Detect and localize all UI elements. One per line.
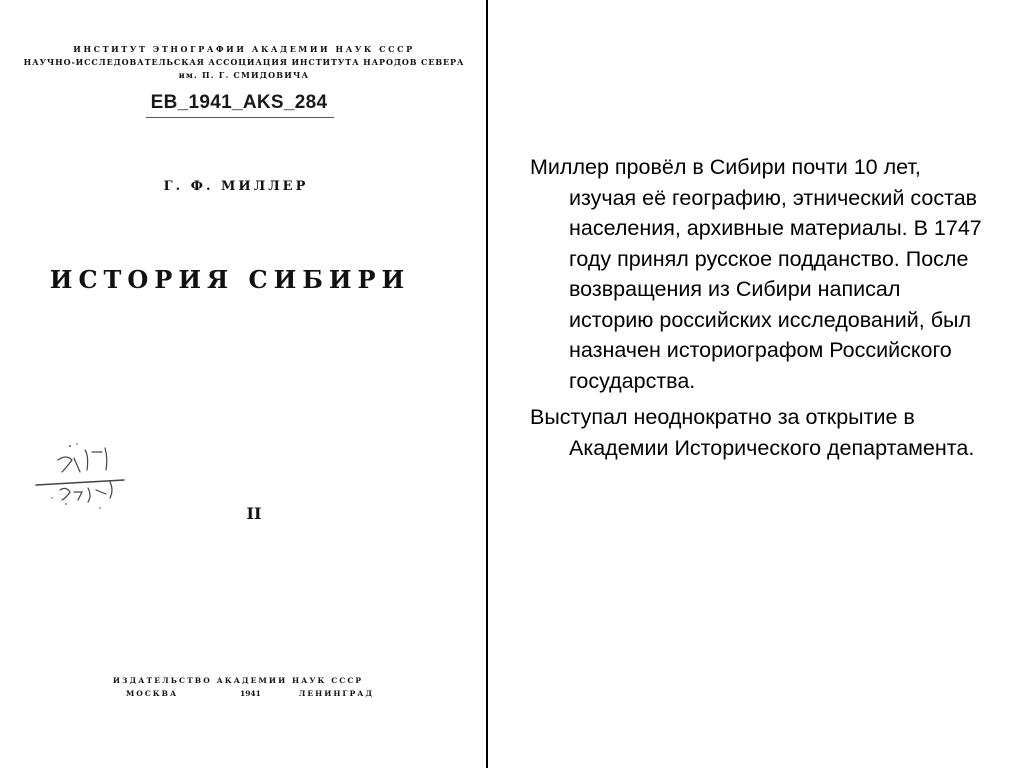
library-stamp-code: EB_1941_AKS_284	[150, 92, 328, 113]
publication-city-leningrad: ЛЕНИНГРАД	[298, 689, 374, 698]
institute-line-3: им. П. Г. СМИДОВИЧА	[178, 70, 310, 80]
publisher-name: ИЗДАТЕЛЬСТВО АКАДЕМИИ НАУК СССР	[112, 676, 364, 685]
stamp-underline	[146, 117, 334, 118]
publication-imprint	[126, 689, 374, 701]
institute-line-2: НАУЧНО-ИССЛЕДОВАТЕЛЬСКАЯ АССОЦИАЦИЯ ИНСТИТУТА НАРОДОВ СЕВЕРА	[23, 57, 465, 67]
publication-city-moscow: МОСКВА	[126, 689, 179, 698]
book-title-page-scan	[0, 0, 488, 768]
biography-notes	[530, 152, 990, 469]
publication-year: 1941	[240, 689, 261, 698]
institute-line-1: ИНСТИТУТ ЭТНОГРАФИИ АКАДЕМИИ НАУК СССР	[73, 44, 415, 54]
book-title: ИСТОРИЯ СИБИРИ	[49, 265, 411, 294]
note-paragraph-1: Миллер провёл в Сибири почти 10 лет, изучая её географию, этнический состав населения, архивные материалы. В 1747 году принял русское подданство. После возвращения из Сибири написал историю российских исследований, был назначен историографом Российского государства.	[530, 155, 982, 393]
volume-number: II	[246, 504, 262, 523]
author-name: Г. Ф. МИЛЛЕР	[163, 179, 309, 194]
note-paragraph-2: Выступал неоднократно за открытие в Академии Исторического департамента.	[530, 405, 975, 460]
